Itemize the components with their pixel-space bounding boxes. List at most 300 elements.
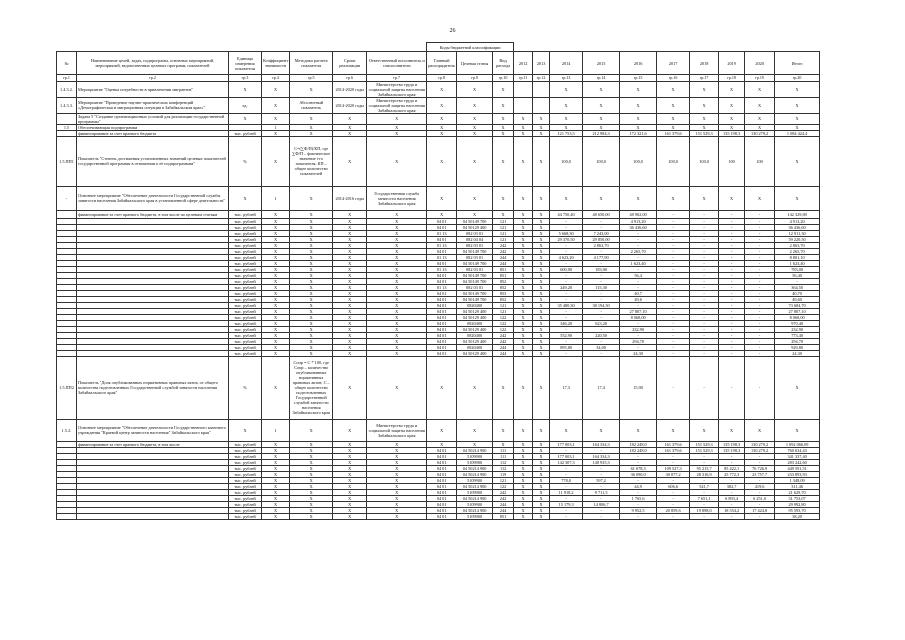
table-cell: 341 337,40 bbox=[775, 453, 820, 459]
column-number: гр.7 bbox=[367, 75, 427, 82]
table-cell: Х bbox=[367, 248, 427, 254]
table-cell: Х bbox=[457, 113, 493, 124]
table-cell: Показатель "Доля опубликованных нормативных правовых актов, от общего количества подготовленных Государственной службой занятости населения Забайкальского края" bbox=[77, 356, 229, 419]
table-cell: Х bbox=[333, 501, 367, 507]
table-cell: 04 01 bbox=[427, 495, 457, 501]
table-cell: Основное мероприятие "Обеспечение деятельности Государственного казенного учреждения "Краевой центр занятости населения" Забайкальского края" bbox=[77, 419, 229, 441]
table-cell: 59 220,50 bbox=[775, 236, 820, 242]
table-cell: - bbox=[657, 308, 690, 314]
table-cell: 36 090,0 bbox=[620, 471, 657, 477]
table-cell: Х bbox=[367, 326, 427, 332]
table-cell: - bbox=[657, 236, 690, 242]
table-cell: 151 529,3 bbox=[690, 441, 719, 447]
table-cell: Х bbox=[457, 130, 493, 136]
table-cell: 04 01 bbox=[427, 344, 457, 350]
table-cell: % bbox=[229, 356, 262, 419]
table-cell: тыс. рублей bbox=[229, 441, 262, 447]
table-cell: Х bbox=[290, 236, 333, 242]
table-cell: - bbox=[550, 296, 583, 302]
table-cell: 61 678,3 bbox=[620, 465, 657, 471]
table-cell: - bbox=[620, 501, 657, 507]
table-cell: 27 807,10 bbox=[620, 308, 657, 314]
table-cell: Х bbox=[514, 186, 533, 210]
table-cell: Х bbox=[290, 419, 333, 441]
table-cell: 1 bbox=[262, 419, 290, 441]
table-cell: 122 bbox=[493, 483, 514, 489]
table-cell: Х bbox=[427, 356, 457, 419]
table-cell: Х bbox=[550, 419, 583, 441]
table-cell: тыс. рублей bbox=[229, 332, 262, 338]
table-cell: Х bbox=[745, 186, 775, 210]
table-cell: Х bbox=[427, 113, 457, 124]
table-cell bbox=[77, 513, 229, 519]
column-header: 2012 bbox=[514, 52, 533, 75]
table-cell: Х bbox=[533, 453, 550, 459]
table-cell: 04 01 bbox=[427, 272, 457, 278]
table-cell: - bbox=[745, 501, 775, 507]
table-cell: 853 bbox=[493, 290, 514, 296]
table-cell: Х bbox=[262, 290, 290, 296]
table-cell: Х bbox=[745, 97, 775, 113]
table-cell: - bbox=[620, 453, 657, 459]
table-cell: - bbox=[745, 513, 775, 519]
table-cell: - bbox=[719, 284, 745, 290]
table-cell: 01 13 bbox=[427, 266, 457, 272]
table-cell: Х bbox=[333, 441, 367, 447]
table-cell: Х bbox=[690, 419, 719, 441]
table-cell: - bbox=[550, 308, 583, 314]
table-cell: 212 984,3 bbox=[583, 130, 620, 136]
table-cell: - bbox=[550, 507, 583, 513]
table-cell: Х bbox=[533, 186, 550, 210]
table-cell: Х bbox=[333, 254, 367, 260]
table-cell: - bbox=[690, 254, 719, 260]
table-cell: Х bbox=[533, 230, 550, 236]
table-cell bbox=[514, 97, 533, 113]
table-cell: тыс. рублей bbox=[229, 224, 262, 230]
table-cell: Х bbox=[775, 124, 820, 130]
table-cell: Х bbox=[533, 248, 550, 254]
table-cell: - bbox=[719, 242, 745, 248]
table-cell: - bbox=[719, 332, 745, 338]
table-cell: 121 bbox=[493, 308, 514, 314]
table-cell: 24,30 bbox=[775, 350, 820, 356]
table-cell: тыс. рублей bbox=[229, 350, 262, 356]
table-cell: - bbox=[690, 236, 719, 242]
column-number: гр.14 bbox=[583, 75, 620, 82]
table-cell: Х bbox=[620, 113, 657, 124]
table-cell: - bbox=[719, 320, 745, 326]
table-cell: - bbox=[550, 465, 583, 471]
table-cell: - bbox=[550, 224, 583, 230]
table-cell: 04 01 bbox=[427, 260, 457, 266]
table-cell: Х bbox=[262, 338, 290, 344]
table-row bbox=[57, 81, 820, 97]
table-cell: - bbox=[690, 338, 719, 344]
table-cell: Х bbox=[290, 266, 333, 272]
table-cell: 5109900 bbox=[457, 489, 493, 495]
table-cell: Х bbox=[457, 186, 493, 210]
table-cell: Х bbox=[290, 483, 333, 489]
table-cell: 164 334,3 bbox=[583, 441, 620, 447]
table-cell: - bbox=[719, 338, 745, 344]
table-cell: 04 50129 400 bbox=[457, 350, 493, 356]
table-cell: - bbox=[657, 320, 690, 326]
table-cell: - bbox=[719, 501, 745, 507]
table-cell: Х bbox=[533, 136, 550, 186]
table-row bbox=[57, 136, 820, 186]
table-cell: Х bbox=[514, 113, 533, 124]
table-cell: Х bbox=[533, 332, 550, 338]
table-cell bbox=[57, 513, 77, 519]
table-cell: 7 243,00 bbox=[583, 230, 620, 236]
table-cell: Х bbox=[333, 224, 367, 230]
table-cell: Х bbox=[367, 356, 427, 419]
table-cell: 04 01 bbox=[427, 278, 457, 284]
table-cell: - bbox=[719, 266, 745, 272]
table-cell: 135 198,3 bbox=[719, 441, 745, 447]
table-cell: тыс. рублей bbox=[229, 447, 262, 453]
table-cell: Х bbox=[514, 290, 533, 296]
table-cell: 100 bbox=[719, 136, 745, 186]
table-cell: Х bbox=[583, 186, 620, 210]
table-cell: 852 bbox=[493, 296, 514, 302]
table-cell: Х bbox=[367, 260, 427, 266]
table-cell: Х bbox=[583, 124, 620, 130]
table-cell: 44 750,40 bbox=[550, 210, 583, 218]
table-cell: Х bbox=[262, 113, 290, 124]
column-header: Сроки реализации bbox=[333, 52, 367, 75]
table-cell: 36 436,60 bbox=[775, 224, 820, 230]
table-cell: 38,20 bbox=[775, 513, 820, 519]
table-cell: - bbox=[690, 513, 719, 519]
table-cell: Х bbox=[262, 224, 290, 230]
table-cell: Х bbox=[333, 465, 367, 471]
table-cell: - bbox=[745, 210, 775, 218]
table-cell: Х bbox=[333, 272, 367, 278]
table-cell: 135 198,3 bbox=[719, 447, 745, 453]
table-cell: тыс. рублей bbox=[229, 507, 262, 513]
table-cell: Х bbox=[427, 419, 457, 441]
table-cell: Х bbox=[290, 441, 333, 447]
table-cell: 1 bbox=[262, 124, 290, 130]
table-cell: Х bbox=[290, 186, 333, 210]
table-cell: Х bbox=[514, 224, 533, 230]
table-cell: - bbox=[690, 501, 719, 507]
table-cell: Х bbox=[533, 284, 550, 290]
table-cell: 5109900 bbox=[457, 477, 493, 483]
header-group-row bbox=[57, 43, 820, 52]
table-cell: - bbox=[550, 278, 583, 284]
table-cell: Х bbox=[333, 248, 367, 254]
table-cell: 04 50149 700 bbox=[457, 248, 493, 254]
table-cell: Х bbox=[533, 441, 550, 447]
table-cell: Х bbox=[262, 326, 290, 332]
table-cell: Х bbox=[290, 81, 333, 97]
table-cell: Х bbox=[533, 338, 550, 344]
table-cell: тыс. рублей bbox=[229, 513, 262, 519]
table-cell: Х bbox=[533, 501, 550, 507]
table-cell: 17 424,8 bbox=[745, 507, 775, 513]
table-cell: Х bbox=[690, 97, 719, 113]
table-cell: 2 863,70 bbox=[775, 242, 820, 248]
table-cell: - bbox=[550, 272, 583, 278]
table-cell: - bbox=[657, 210, 690, 218]
table-cell: Х bbox=[367, 124, 427, 130]
table-cell: Х bbox=[533, 254, 550, 260]
table-cell: Х bbox=[690, 113, 719, 124]
table-cell: 04 50214 900 bbox=[457, 507, 493, 513]
table-cell: Х bbox=[514, 210, 533, 218]
table-cell: Х bbox=[514, 338, 533, 344]
table-cell: тыс. рублей bbox=[229, 308, 262, 314]
table-cell: Х bbox=[533, 465, 550, 471]
table-cell: - bbox=[719, 489, 745, 495]
table-cell: 04 50214 900 bbox=[457, 471, 493, 477]
table-cell: Х bbox=[620, 124, 657, 130]
table-cell: Х bbox=[514, 254, 533, 260]
table-cell: Х bbox=[367, 266, 427, 272]
table-cell: 606,6 bbox=[657, 483, 690, 489]
table-cell: Х bbox=[719, 81, 745, 97]
table-cell: Х bbox=[514, 356, 533, 419]
table-cell: Показатель "Степень достижения установленных значений целевых показателей государственной программы в отношении к её подпрограммам" bbox=[77, 136, 229, 186]
table-cell: - bbox=[745, 308, 775, 314]
table-cell: Х bbox=[229, 113, 262, 124]
table-cell: Х bbox=[583, 113, 620, 124]
table-cell: Х bbox=[514, 477, 533, 483]
table-cell: финансирование за счет краевого бюджета, в том числе по целевым статьям bbox=[77, 210, 229, 218]
table-cell: тыс. рублей bbox=[229, 230, 262, 236]
table-cell: 142 307,3 bbox=[550, 459, 583, 465]
table-cell: тыс. рублей bbox=[229, 314, 262, 320]
table-cell: 04 50129 400 bbox=[457, 224, 493, 230]
table-cell: - bbox=[657, 356, 690, 419]
table-cell: 27 807,10 bbox=[775, 308, 820, 314]
table-cell: Х bbox=[290, 284, 333, 290]
table-cell: 04 50149 700 bbox=[457, 278, 493, 284]
table-cell: 177 003,1 bbox=[550, 441, 583, 447]
table-cell: 109 527,3 bbox=[657, 465, 690, 471]
column-number: гр.20 bbox=[775, 75, 820, 82]
table-cell: - bbox=[719, 326, 745, 332]
column-number: гр.2 bbox=[77, 75, 229, 82]
table-cell: - bbox=[550, 495, 583, 501]
table-row bbox=[57, 210, 820, 218]
table-cell: - bbox=[690, 459, 719, 465]
table-cell: 161 379,6 bbox=[657, 447, 690, 453]
table-cell: 23 757,7 bbox=[745, 471, 775, 477]
table-cell: Х bbox=[262, 97, 290, 113]
table-cell: 773,40 bbox=[775, 332, 820, 338]
table-cell: - bbox=[657, 224, 690, 230]
table-cell: 2 265,70 bbox=[620, 248, 657, 254]
table-cell: Х bbox=[514, 236, 533, 242]
table-cell: 1 092 066,09 bbox=[775, 441, 820, 447]
table-cell: - bbox=[690, 242, 719, 248]
table-cell: Х bbox=[514, 124, 533, 130]
table-cell: - bbox=[583, 495, 620, 501]
table-cell: 121 bbox=[493, 236, 514, 242]
table-cell: Х bbox=[550, 124, 583, 130]
table-cell: Мероприятие "Проведение научно-практических конференций «Демографическая и миграционная ситуация в Забайкальском крае»" bbox=[77, 97, 229, 113]
column-header: 2018 bbox=[690, 52, 719, 75]
table-cell: Х bbox=[427, 130, 457, 136]
table-cell: тыс. рублей bbox=[229, 459, 262, 465]
table-cell: Х bbox=[333, 210, 367, 218]
table-cell: 24,30 bbox=[620, 350, 657, 356]
table-cell: Х bbox=[514, 483, 533, 489]
table-cell: Х bbox=[583, 97, 620, 113]
table-cell: - bbox=[550, 290, 583, 296]
table-cell: - bbox=[657, 254, 690, 260]
table-cell: Х bbox=[333, 471, 367, 477]
table-cell: Х bbox=[333, 230, 367, 236]
table-cell: Х bbox=[367, 136, 427, 186]
table-cell: Х bbox=[333, 483, 367, 489]
table-cell: 5109900 bbox=[457, 513, 493, 519]
table-cell: Х bbox=[290, 242, 333, 248]
table-cell: 01 13 bbox=[427, 254, 457, 260]
table-cell: - bbox=[775, 278, 820, 284]
table-cell: Х bbox=[690, 124, 719, 130]
table-cell: Х bbox=[533, 272, 550, 278]
table-cell: Х bbox=[262, 495, 290, 501]
table-cell: Х bbox=[775, 113, 820, 124]
table-cell: - bbox=[657, 489, 690, 495]
table-cell: Х bbox=[333, 308, 367, 314]
table-cell: - bbox=[620, 284, 657, 290]
table-cell: 242 bbox=[493, 332, 514, 338]
table-cell: Х bbox=[657, 124, 690, 130]
table-cell: Х bbox=[514, 441, 533, 447]
table-cell: Х bbox=[262, 130, 290, 136]
table-cell: Х bbox=[533, 113, 550, 124]
table-cell: 895,80 bbox=[550, 344, 583, 350]
table-cell: - bbox=[620, 332, 657, 338]
table-cell: - bbox=[690, 278, 719, 284]
table-cell: 04 01 bbox=[427, 218, 457, 224]
table-cell: Х bbox=[262, 507, 290, 513]
table-cell: 04 50214 900 bbox=[457, 495, 493, 501]
table-cell: - bbox=[745, 248, 775, 254]
table-cell: Х bbox=[262, 278, 290, 284]
table-cell: тыс. рублей bbox=[229, 242, 262, 248]
table-cell: - bbox=[690, 302, 719, 308]
table-cell: 40,7 bbox=[620, 290, 657, 296]
table-cell: - bbox=[583, 296, 620, 302]
table-cell: Х bbox=[333, 302, 367, 308]
table-cell: % bbox=[229, 136, 262, 186]
table-cell: - bbox=[745, 236, 775, 242]
table-cell: Х bbox=[290, 272, 333, 278]
table-cell: 929,80 bbox=[775, 344, 820, 350]
table-cell: 121 bbox=[493, 230, 514, 236]
column-header: Ответственный исполнитель и соисполнители bbox=[367, 52, 427, 75]
table-cell: - bbox=[657, 278, 690, 284]
table-cell: Х bbox=[493, 113, 514, 124]
table-cell: Х bbox=[262, 308, 290, 314]
table-cell: 01 13 bbox=[427, 230, 457, 236]
table-cell: Х bbox=[514, 332, 533, 338]
table-cell: Х bbox=[367, 465, 427, 471]
table-cell: 04 01 bbox=[427, 326, 457, 332]
table-cell: - bbox=[719, 260, 745, 266]
table-cell: - bbox=[583, 224, 620, 230]
table-cell: - bbox=[690, 210, 719, 218]
table-cell: Х bbox=[493, 81, 514, 97]
table-cell: Х bbox=[367, 453, 427, 459]
table-cell: - bbox=[719, 308, 745, 314]
table-cell: Х bbox=[493, 97, 514, 113]
table-cell: 25 772,3 bbox=[719, 471, 745, 477]
table-cell: Х bbox=[533, 302, 550, 308]
table-cell: 449 591,51 bbox=[775, 465, 820, 471]
table-cell: Х bbox=[290, 326, 333, 332]
header-row bbox=[57, 52, 820, 75]
column-header: Единица измерения показателя bbox=[229, 52, 262, 75]
table-cell: 082 03 01 bbox=[457, 284, 493, 290]
table-cell: - bbox=[745, 459, 775, 465]
table-cell: - bbox=[550, 326, 583, 332]
table-cell: 311,46 bbox=[775, 483, 820, 489]
table-cell: Х bbox=[533, 356, 550, 419]
table-cell: 11 918,2 bbox=[550, 489, 583, 495]
table-cell: 852 bbox=[493, 278, 514, 284]
table-cell: - bbox=[57, 186, 77, 210]
table-cell: Х bbox=[262, 459, 290, 465]
table-cell: - bbox=[719, 272, 745, 278]
table-cell: Х bbox=[583, 81, 620, 97]
table-cell: Х bbox=[290, 350, 333, 356]
column-header: 2017 bbox=[657, 52, 690, 75]
table-cell: Х bbox=[367, 441, 427, 447]
table-cell: - bbox=[690, 272, 719, 278]
table-cell: Х bbox=[229, 186, 262, 210]
table-cell: - bbox=[583, 278, 620, 284]
table-cell: 04 01 bbox=[427, 296, 457, 302]
table-cell: Х bbox=[262, 248, 290, 254]
table-cell: 122 bbox=[493, 314, 514, 320]
table-cell: Х bbox=[290, 210, 333, 218]
table-cell: - bbox=[745, 230, 775, 236]
table-cell: 1 623,40 bbox=[775, 260, 820, 266]
table-cell: 35 480,30 bbox=[550, 302, 583, 308]
table-cell: - bbox=[690, 224, 719, 230]
table-cell: Х bbox=[367, 130, 427, 136]
table-cell: Х bbox=[533, 419, 550, 441]
table-cell: 294,70 bbox=[620, 338, 657, 344]
table-cell: 5109900 bbox=[457, 501, 493, 507]
table-cell: 1.5.2. bbox=[57, 419, 77, 441]
table-cell: 76 726,9 bbox=[745, 465, 775, 471]
table-cell: - bbox=[657, 218, 690, 224]
table-cell: - bbox=[583, 338, 620, 344]
table-cell: Х bbox=[514, 272, 533, 278]
table-cell: 242 bbox=[493, 495, 514, 501]
column-header: 2016 bbox=[620, 52, 657, 75]
table-cell: Х bbox=[514, 266, 533, 272]
table-cell: 4 913,20 bbox=[775, 218, 820, 224]
column-header: Итого bbox=[775, 52, 820, 75]
table-cell: - bbox=[719, 477, 745, 483]
column-header: 2014 bbox=[550, 52, 583, 75]
table-cell: Х bbox=[333, 489, 367, 495]
table-cell: - bbox=[550, 447, 583, 453]
table-cell: 082 04 04 bbox=[457, 236, 493, 242]
table-cell: 249,20 bbox=[550, 284, 583, 290]
table-cell: 04 50149 700 bbox=[457, 290, 493, 296]
